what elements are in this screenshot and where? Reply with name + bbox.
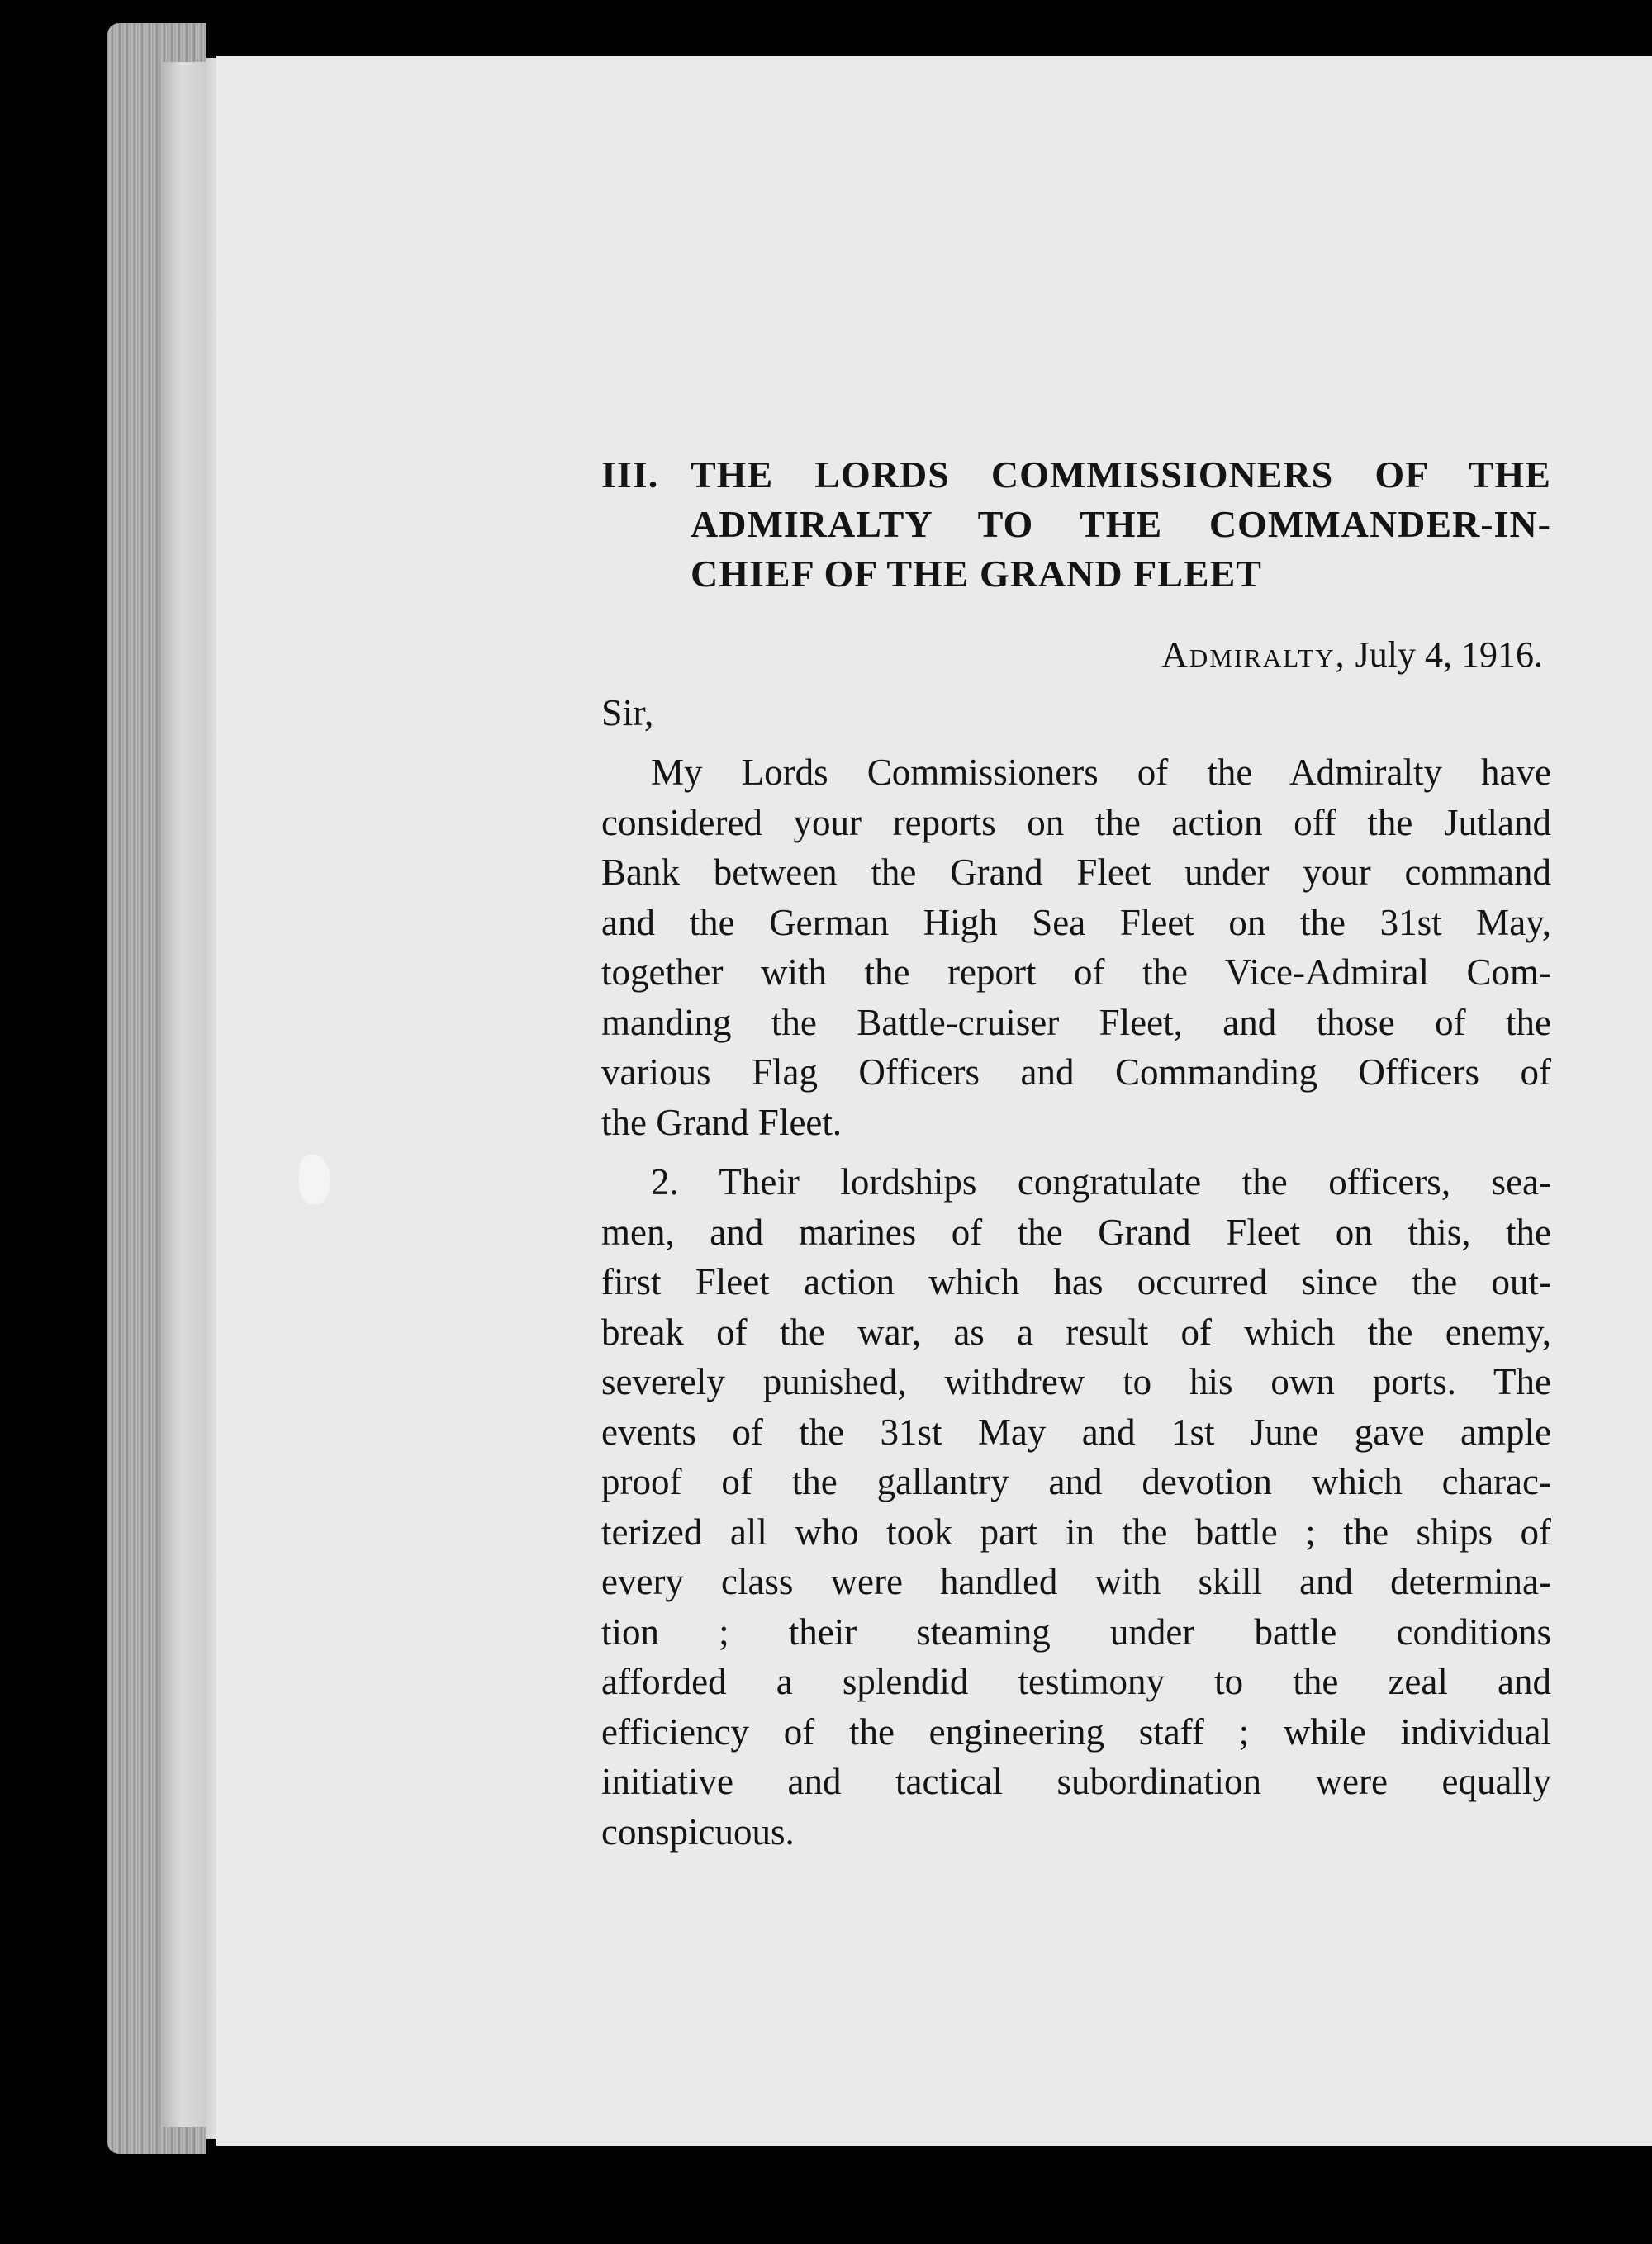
dateline-place: Admiralty, bbox=[1161, 634, 1346, 675]
letter-heading bbox=[601, 450, 1551, 599]
paragraph-line: first Fleet action which has occurred since the out- bbox=[601, 1261, 1551, 1302]
paragraph-line: the Grand Fleet. bbox=[601, 1101, 843, 1143]
heading-line: CHIEF OF THE GRAND FLEET bbox=[691, 553, 1262, 595]
paragraph-line: men, and marines of the Grand Fleet on this, the bbox=[601, 1211, 1551, 1253]
paragraph-line: afforded a splendid testimony to the zeal and bbox=[601, 1661, 1551, 1702]
paragraph-line: and the German High Sea Fleet on the 31st May, bbox=[601, 901, 1551, 943]
paragraph-line: break of the war, as a result of which the enemy, bbox=[601, 1311, 1551, 1353]
heading-line: ADMIRALTY TO THE COMMANDER-IN- bbox=[691, 503, 1551, 545]
paragraph-line: severely punished, withdrew to his own ports. The bbox=[601, 1361, 1551, 1402]
paragraph-1 bbox=[601, 747, 1551, 1147]
book-spine-edge bbox=[161, 62, 212, 2127]
paragraph-line: considered your reports on the action off the Jutland bbox=[601, 801, 1551, 843]
heading-line: THE LORDS COMMISSIONERS OF THE bbox=[691, 453, 1551, 496]
paragraph-line: every class were handled with skill and determina- bbox=[601, 1561, 1551, 1602]
paragraph-2 bbox=[601, 1157, 1551, 1857]
page-blemish bbox=[299, 1155, 330, 1204]
paragraph-line: Bank between the Grand Fleet under your command bbox=[601, 852, 1551, 893]
paragraph-line: together with the report of the Vice-Admiral Com- bbox=[601, 951, 1551, 993]
paragraph-line: tion ; their steaming under battle conditions bbox=[601, 1611, 1551, 1653]
paragraph-line: conspicuous. bbox=[601, 1810, 795, 1853]
paragraph-line: My Lords Commissioners of the Admiralty have bbox=[651, 752, 1551, 793]
salutation: Sir, bbox=[601, 691, 654, 733]
dateline bbox=[601, 630, 1551, 680]
paragraph-line: events of the 31st May and 1st June gave ample bbox=[601, 1411, 1551, 1453]
paragraph-line: terized all who took part in the battle ; the ships of bbox=[601, 1511, 1551, 1553]
paragraph-line: efficiency of the engineering staff ; while individual bbox=[601, 1710, 1551, 1753]
paragraph-line: initiative and tactical subordination were equally bbox=[601, 1761, 1551, 1802]
dateline-date: July 4, 1916. bbox=[1355, 634, 1543, 675]
paragraph-line: proof of the gallantry and devotion which charac- bbox=[601, 1461, 1551, 1502]
paragraph-line: 2. Their lordships congratulate the officers, sea- bbox=[651, 1161, 1551, 1203]
paragraph-line: manding the Battle-cruiser Fleet, and those of the bbox=[601, 1001, 1551, 1043]
page-text bbox=[601, 450, 1551, 1857]
heading-number: III. bbox=[601, 453, 659, 496]
paragraph-line: various Flag Officers and Commanding Officers of bbox=[601, 1051, 1551, 1093]
